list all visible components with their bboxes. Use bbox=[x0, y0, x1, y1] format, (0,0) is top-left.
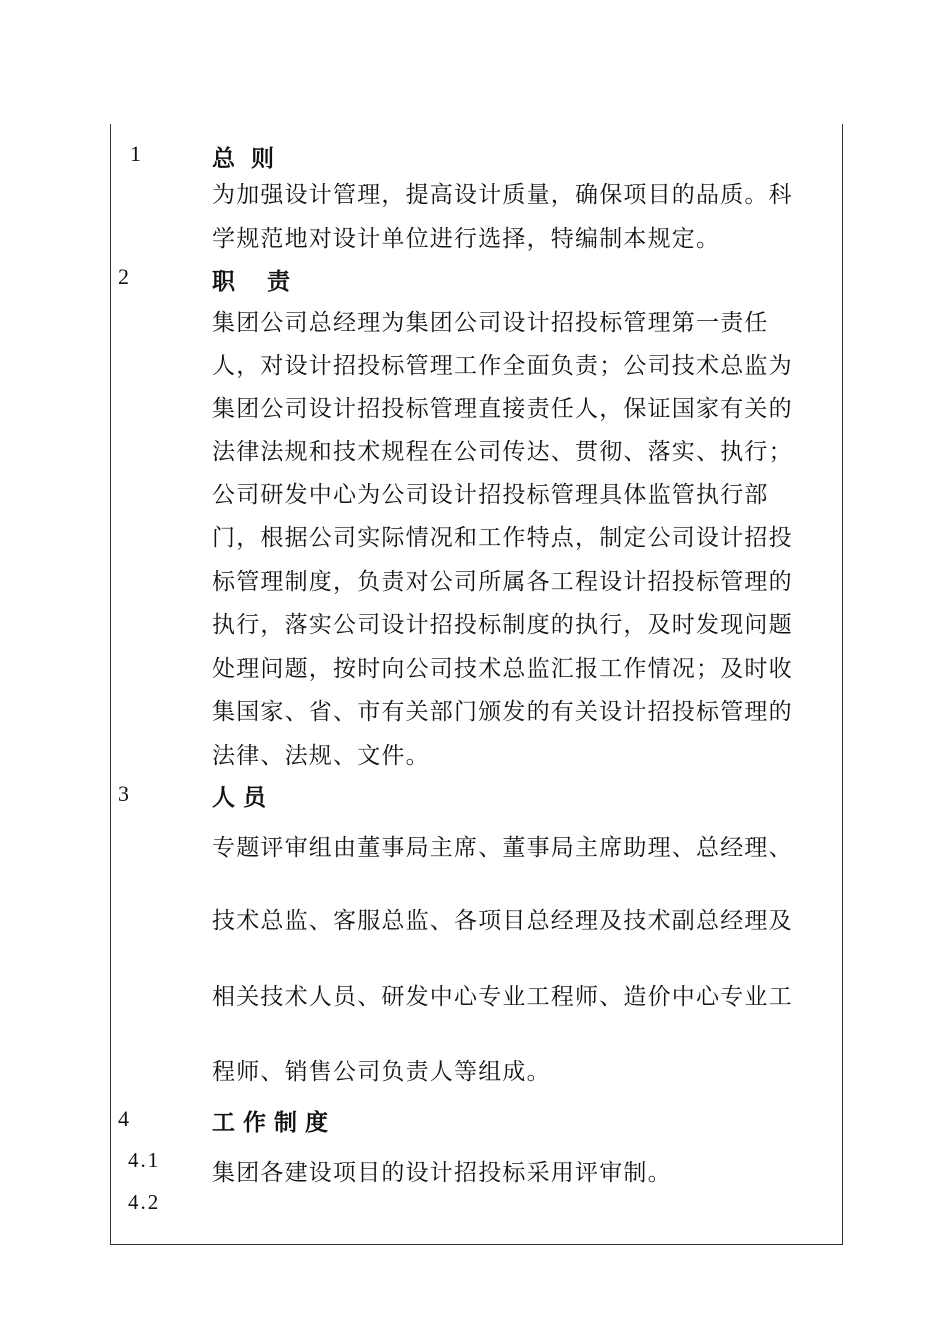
section-number: 3 bbox=[118, 781, 129, 806]
paragraph-line: 程师、销售公司负责人等组成。 bbox=[212, 1059, 551, 1085]
paragraph-line: 集国家、省、市有关部门颁发的有关设计招投标管理的 bbox=[212, 699, 793, 725]
subsection-number: 4.1 bbox=[128, 1148, 161, 1172]
paragraph-line: 专题评审组由董事局主席、董事局主席助理、总经理、 bbox=[212, 835, 793, 861]
section-heading: 总 则 bbox=[212, 145, 275, 172]
paragraph-line: 法律法规和技术规程在公司传达、贯彻、落实、执行； bbox=[212, 439, 793, 465]
paragraph-line: 学规范地对设计单位进行选择，特编制本规定。 bbox=[212, 226, 721, 252]
paragraph-line: 技术总监、客服总监、各项目总经理及技术副总经理及 bbox=[212, 908, 793, 934]
section-number: 4 bbox=[118, 1106, 129, 1131]
section-number: 2 bbox=[118, 264, 129, 289]
paragraph-line: 为加强设计管理，提高设计质量，确保项目的品质。科 bbox=[212, 182, 793, 208]
subsection-number: 4.2 bbox=[128, 1190, 161, 1214]
paragraph-line: 法律、法规、文件。 bbox=[212, 743, 430, 769]
section-number: 1 bbox=[130, 141, 141, 166]
section-heading: 职 责 bbox=[212, 268, 291, 295]
paragraph-line: 执行，落实公司设计招投标制度的执行，及时发现问题 bbox=[212, 612, 793, 638]
section-heading: 人 员 bbox=[212, 784, 267, 811]
paragraph-line: 集团公司总经理为集团公司设计招投标管理第一责任 bbox=[212, 310, 769, 336]
paragraph-line: 公司研发中心为公司设计招投标管理具体监管执行部 bbox=[212, 482, 769, 508]
paragraph-line: 标管理制度，负责对公司所属各工程设计招投标管理的 bbox=[212, 569, 793, 595]
paragraph-line: 相关技术人员、研发中心专业工程师、造价中心专业工 bbox=[212, 984, 793, 1010]
paragraph-line: 门，根据公司实际情况和工作特点，制定公司设计招投 bbox=[212, 525, 793, 551]
paragraph-line: 人，对设计招投标管理工作全面负责；公司技术总监为 bbox=[212, 353, 793, 379]
subsection-text: 集团各建设项目的设计招投标采用评审制。 bbox=[212, 1160, 672, 1186]
paragraph-line: 集团公司设计招投标管理直接责任人，保证国家有关的 bbox=[212, 396, 793, 422]
section-heading: 工 作 制 度 bbox=[212, 1109, 329, 1136]
paragraph-line: 处理问题，按时向公司技术总监汇报工作情况；及时收 bbox=[212, 656, 793, 682]
